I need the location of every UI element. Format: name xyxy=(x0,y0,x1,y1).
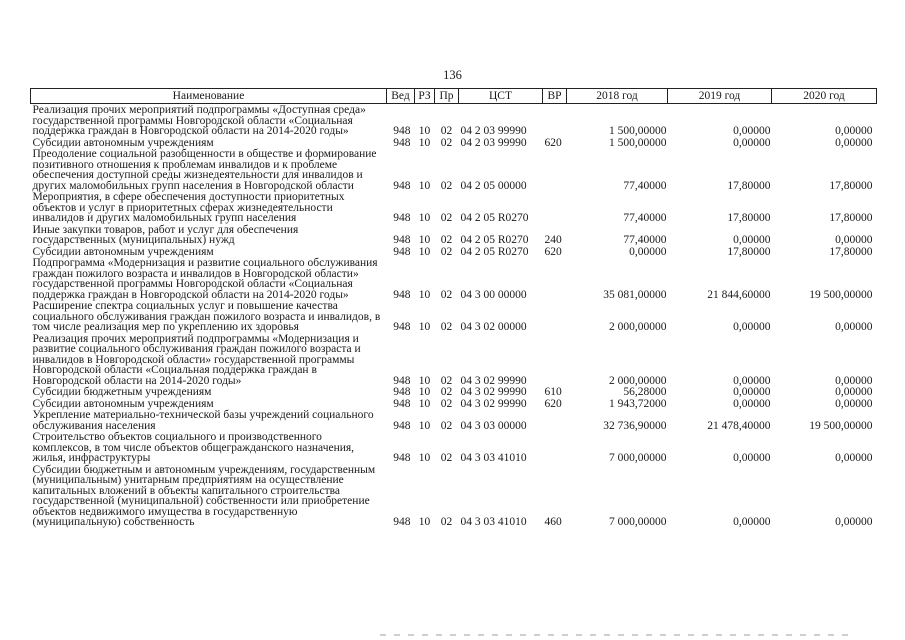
row-value-2019: 0,00000 xyxy=(733,516,771,528)
row-value-2018: 77,40000 xyxy=(623,179,667,192)
row-value-2019: 0,00000 xyxy=(733,452,771,464)
page-number: 136 xyxy=(443,68,462,82)
row-value-2018: 2 000,00000 xyxy=(609,321,667,333)
row-cst: 04 3 02 99990 xyxy=(460,374,527,387)
row-cst: 04 2 05 R0270 xyxy=(460,212,529,224)
row-cst: 04 2 05 00000 xyxy=(460,179,527,192)
row-name: Субсидии бюджетным учреждениям xyxy=(32,386,212,398)
row-value-2020: 0,00000 xyxy=(835,234,873,246)
row-ved: 948 xyxy=(393,179,411,192)
row-pr: 02 xyxy=(440,386,453,398)
row-vr: 620 xyxy=(544,245,562,258)
table-row xyxy=(31,300,877,333)
row-cst: 04 3 03 41010 xyxy=(460,516,527,528)
row-vr xyxy=(543,300,567,333)
row-value-2020: 17,80000 xyxy=(829,179,873,192)
header-ved: Вед xyxy=(387,89,415,104)
row-ved: 948 xyxy=(393,419,411,432)
row-value-2019: 0,00000 xyxy=(733,397,771,410)
row-value-2019: 0,00000 xyxy=(733,125,771,137)
row-value-2018: 7 000,00000 xyxy=(609,516,667,528)
row-value-2018: 1 500,00000 xyxy=(609,136,667,149)
row-value-2019: 0,00000 xyxy=(733,386,771,398)
row-vr xyxy=(543,104,567,137)
row-name: Строительство объектов социального и производственного комплексов, в том числе объектов общегражданского назначения, жилья, инфраструктуры xyxy=(32,431,355,464)
row-name: Реализация прочих мероприятий подпрограммы «Модернизация и развитие социального обслуживания граждан пожилого возраста и инвалидов в Новгородской области» государственной программы Новгородской области «Социальная поддержка граждан в Новгородской области на 2014-2020 годы» xyxy=(32,332,361,387)
row-value-2020: 0,00000 xyxy=(835,374,873,387)
table-row xyxy=(31,246,877,258)
row-cst: 04 2 05 R0270 xyxy=(460,234,529,246)
row-value-2019: 0,00000 xyxy=(733,321,771,333)
scan-artifact xyxy=(380,634,850,636)
row-vr xyxy=(543,409,567,431)
table-row xyxy=(31,409,877,431)
row-name: Субсидии бюджетным и автономным учреждениям, государственным (муниципальным) унитарным предприятиям на осуществление капитальных вложений в объекты капитального строительства государственной (муниципальной) собственности или приобретение объектов недвижимого имущества в государственную (муниципальную) собственность xyxy=(32,463,376,528)
row-rz: 10 xyxy=(418,212,431,224)
row-value-2018: 35 081,00000 xyxy=(603,288,667,301)
row-value-2019: 17,80000 xyxy=(727,212,771,224)
table-body xyxy=(31,104,877,528)
row-value-2019: 0,00000 xyxy=(733,234,771,246)
row-ved: 948 xyxy=(393,288,411,301)
row-value-2020: 0,00000 xyxy=(835,397,873,410)
row-ved: 948 xyxy=(393,374,411,387)
header-2020: 2020 год xyxy=(772,89,877,104)
row-cst: 04 2 05 R0270 xyxy=(460,245,529,258)
table-row xyxy=(31,431,877,464)
row-rz: 10 xyxy=(418,234,431,246)
row-value-2020: 0,00000 xyxy=(835,516,873,528)
row-pr: 02 xyxy=(440,212,453,224)
row-value-2018: 1 943,72000 xyxy=(609,397,667,410)
row-value-2019: 21 844,60000 xyxy=(707,288,771,301)
row-pr: 02 xyxy=(440,397,453,410)
row-vr xyxy=(543,333,567,387)
row-vr: 620 xyxy=(544,136,562,149)
row-rz: 10 xyxy=(418,397,431,410)
row-ved: 948 xyxy=(393,397,411,410)
table-row xyxy=(31,333,877,387)
row-pr: 02 xyxy=(440,179,453,192)
row-name: Реализация прочих мероприятий подпрограммы «Доступная среда» государственной программы Новгородской области «Социальная поддержка граждан в Новгородской области на 2014-2020 годы» xyxy=(32,104,366,137)
row-pr: 02 xyxy=(440,245,453,258)
row-cst: 04 3 02 99990 xyxy=(460,386,527,398)
row-pr: 02 xyxy=(440,321,453,333)
row-vr: 620 xyxy=(544,397,562,410)
row-rz: 10 xyxy=(418,125,431,137)
row-value-2019: 21 478,40000 xyxy=(707,419,771,432)
table-row xyxy=(31,191,877,224)
header-name: Наименование xyxy=(31,89,387,104)
row-rz: 10 xyxy=(418,321,431,333)
row-ved: 948 xyxy=(393,321,411,333)
row-value-2019: 17,80000 xyxy=(727,179,771,192)
row-ved: 948 xyxy=(393,516,411,528)
table-header xyxy=(31,89,877,104)
row-vr xyxy=(543,191,567,224)
table-row xyxy=(31,464,877,528)
row-value-2019: 0,00000 xyxy=(733,136,771,149)
row-vr: 460 xyxy=(544,516,562,528)
row-value-2018: 56,28000 xyxy=(623,386,667,398)
row-value-2020: 19 500,00000 xyxy=(809,288,873,301)
header-2019: 2019 год xyxy=(668,89,772,104)
row-value-2019: 0,00000 xyxy=(733,374,771,387)
row-pr: 02 xyxy=(440,288,453,301)
table-row xyxy=(31,386,877,398)
row-cst: 04 3 03 00000 xyxy=(460,419,527,432)
row-cst: 04 3 02 99990 xyxy=(460,397,527,410)
row-rz: 10 xyxy=(418,452,431,464)
row-rz: 10 xyxy=(418,136,431,149)
row-rz: 10 xyxy=(418,179,431,192)
row-value-2020: 0,00000 xyxy=(835,386,873,398)
row-value-2018: 32 736,90000 xyxy=(603,419,667,432)
row-value-2018: 7 000,00000 xyxy=(609,452,667,464)
row-value-2018: 2 000,00000 xyxy=(609,374,667,387)
row-name: Преодоление социальной разобщенности в обществе и формирование позитивного отношения к проблемам инвалидов и к проблеме обеспечения доступной среды жизнедеятельности для инвалидов и других маломобильных групп населения в Новгородской области xyxy=(32,148,377,192)
row-pr: 02 xyxy=(440,125,453,137)
row-value-2020: 0,00000 xyxy=(835,321,873,333)
row-pr: 02 xyxy=(440,419,453,432)
row-name: Подпрограмма «Модернизация и развитие социального обслуживания граждан пожилого возраста и инвалидов в Новгородской области» государственной программы Новгородской области «Социальная поддержка граждан в Новгородской области на 2014-2020 годы» xyxy=(32,257,378,301)
row-name: Иные закупки товаров, работ и услуг для обеспечения государственных (муниципальных) нужд xyxy=(32,223,299,246)
row-rz: 10 xyxy=(418,374,431,387)
row-name: Расширение спектра социальных услуг и повышение качества социального обслуживания граждан пожилого возраста и инвалидов, в том числе реализация мер по укреплению их здоровья xyxy=(32,300,381,333)
header-pr: Пр xyxy=(435,89,459,104)
row-cst: 04 3 03 41010 xyxy=(460,452,527,464)
row-pr: 02 xyxy=(440,136,453,149)
row-rz: 10 xyxy=(418,516,431,528)
row-ved: 948 xyxy=(393,125,411,137)
row-cst: 04 3 00 00000 xyxy=(460,288,527,301)
row-value-2020: 0,00000 xyxy=(835,125,873,137)
row-pr: 02 xyxy=(440,374,453,387)
row-pr: 02 xyxy=(440,234,453,246)
row-pr: 02 xyxy=(440,452,453,464)
table-row xyxy=(31,257,877,300)
header-2018: 2018 год xyxy=(567,89,668,104)
table-row xyxy=(31,104,877,137)
row-value-2018: 1 500,00000 xyxy=(609,125,667,137)
table-row xyxy=(31,148,877,191)
row-rz: 10 xyxy=(418,386,431,398)
row-value-2019: 17,80000 xyxy=(727,245,771,258)
table-row xyxy=(31,224,877,246)
row-ved: 948 xyxy=(393,245,411,258)
header-vr: ВР xyxy=(543,89,567,104)
row-ved: 948 xyxy=(393,452,411,464)
row-value-2018: 77,40000 xyxy=(623,234,667,246)
table-row xyxy=(31,137,877,149)
row-value-2020: 0,00000 xyxy=(835,452,873,464)
header-rz: РЗ xyxy=(415,89,435,104)
row-vr: 240 xyxy=(544,234,562,246)
row-ved: 948 xyxy=(393,212,411,224)
row-name: Субсидии автономным учреждениям xyxy=(32,397,214,410)
table-row xyxy=(31,398,877,410)
row-value-2020: 17,80000 xyxy=(829,245,873,258)
row-vr xyxy=(543,148,567,191)
row-cst: 04 2 03 99990 xyxy=(460,136,527,149)
row-vr: 610 xyxy=(544,386,562,398)
header-cst: ЦСТ xyxy=(459,89,543,104)
row-pr: 02 xyxy=(440,516,453,528)
row-value-2020: 19 500,00000 xyxy=(809,419,873,432)
row-name: Укрепление материально-технической базы учреждений социального обслуживания населения xyxy=(32,409,374,432)
budget-table xyxy=(30,88,877,528)
row-ved: 948 xyxy=(393,234,411,246)
row-value-2018: 0,00000 xyxy=(629,245,667,258)
row-ved: 948 xyxy=(393,136,411,149)
row-vr xyxy=(543,257,567,300)
row-rz: 10 xyxy=(418,419,431,432)
row-ved: 948 xyxy=(393,386,411,398)
row-name: Субсидии автономным учреждениям xyxy=(32,245,214,258)
row-value-2018: 77,40000 xyxy=(623,212,667,224)
row-cst: 04 2 03 99990 xyxy=(460,125,527,137)
row-cst: 04 3 02 00000 xyxy=(460,321,527,333)
row-vr xyxy=(543,431,567,464)
row-name: Мероприятия, в сфере обеспечения доступности приоритетных объектов и услуг в приоритетных сферах жизнедеятельности инвалидов и других маломобильных групп населения xyxy=(32,191,345,224)
row-rz: 10 xyxy=(418,245,431,258)
row-value-2020: 0,00000 xyxy=(835,136,873,149)
row-value-2020: 17,80000 xyxy=(829,212,873,224)
row-rz: 10 xyxy=(418,288,431,301)
row-name: Субсидии автономным учреждениям xyxy=(32,136,214,149)
